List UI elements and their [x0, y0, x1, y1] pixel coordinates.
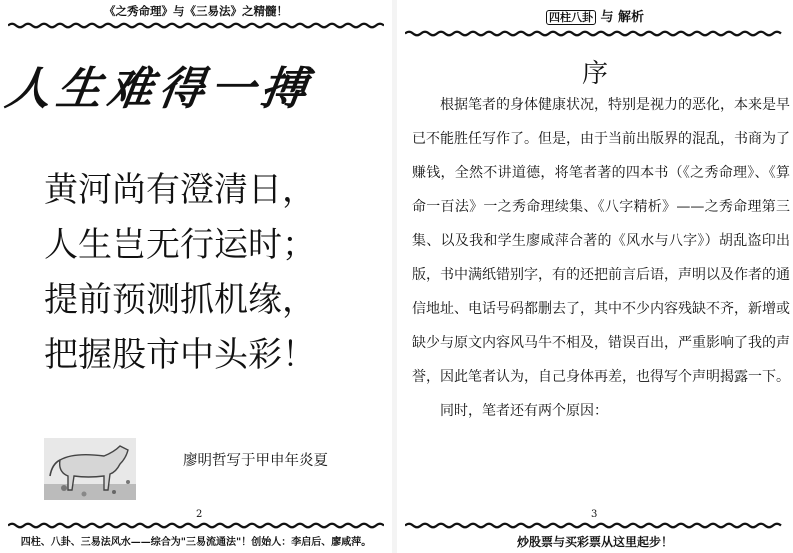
- bottom-rule-left: [8, 522, 384, 529]
- poem-line: 提前预测抓机缘，: [44, 280, 316, 320]
- top-rule-left: [8, 22, 384, 29]
- top-rule-right: [405, 30, 785, 37]
- poem-line: 人生岂无行运时；: [44, 225, 316, 265]
- page-number: 3: [591, 509, 598, 520]
- right-footer: 炒股票与买彩票从这里起步！: [516, 535, 673, 549]
- right-header-mid: 与: [600, 10, 614, 25]
- horse-illustration: [44, 438, 136, 500]
- bottom-rule-right: [405, 522, 785, 529]
- right-header: [397, 6, 793, 25]
- right-page: [397, 0, 793, 553]
- poem-line: 把握股市中头彩！: [44, 335, 316, 375]
- preface-paragraph: 同时，笔者还有两个原因：: [440, 403, 608, 419]
- preface-heading: 序: [581, 59, 608, 89]
- right-header-end: 解析: [618, 10, 645, 25]
- calligraphy-title: 人生难得一搏: [2, 62, 316, 115]
- preface-body: [412, 88, 790, 428]
- poem-line: 黄河尚有澄清日，: [44, 170, 316, 210]
- poem: [44, 163, 316, 383]
- signature: 廖明哲写于甲申年炎夏: [183, 453, 328, 469]
- page-number: 2: [196, 509, 203, 520]
- right-header-boxed: 四柱八卦: [546, 10, 596, 25]
- preface-paragraph: 根据笔者的身体健康状况，特别是视力的恶化，本来是早已不能胜任写作了。但是，由于当前出版界的混乱，书商为了赚钱，全然不讲道德，将笔者著的四本书（《之秀命理》、《算命一百法》一之秀命理续集、《八字精析》——之秀命理第三集、以及我和学生廖咸萍合著的《风水与八字》）胡乱盗印出版，书中满纸错别字，有的还把前言后语，声明以及作者的通信地址、电话号码都删去了，其中不少内容残缺不齐，新增或缺少与原文内容风马牛不相及，错误百出，严重影响了我的声誉，因此笔者认为，自己身体再差，也得写个声明揭露一下。: [412, 97, 790, 385]
- left-page: [0, 0, 392, 553]
- left-header: 《之秀命理》与《三易法》之精髓！: [104, 4, 288, 18]
- left-footer: 四柱、八卦、三易法风水——综合为"三易流通法"！创始人：李启后、廖咸萍。: [20, 537, 372, 548]
